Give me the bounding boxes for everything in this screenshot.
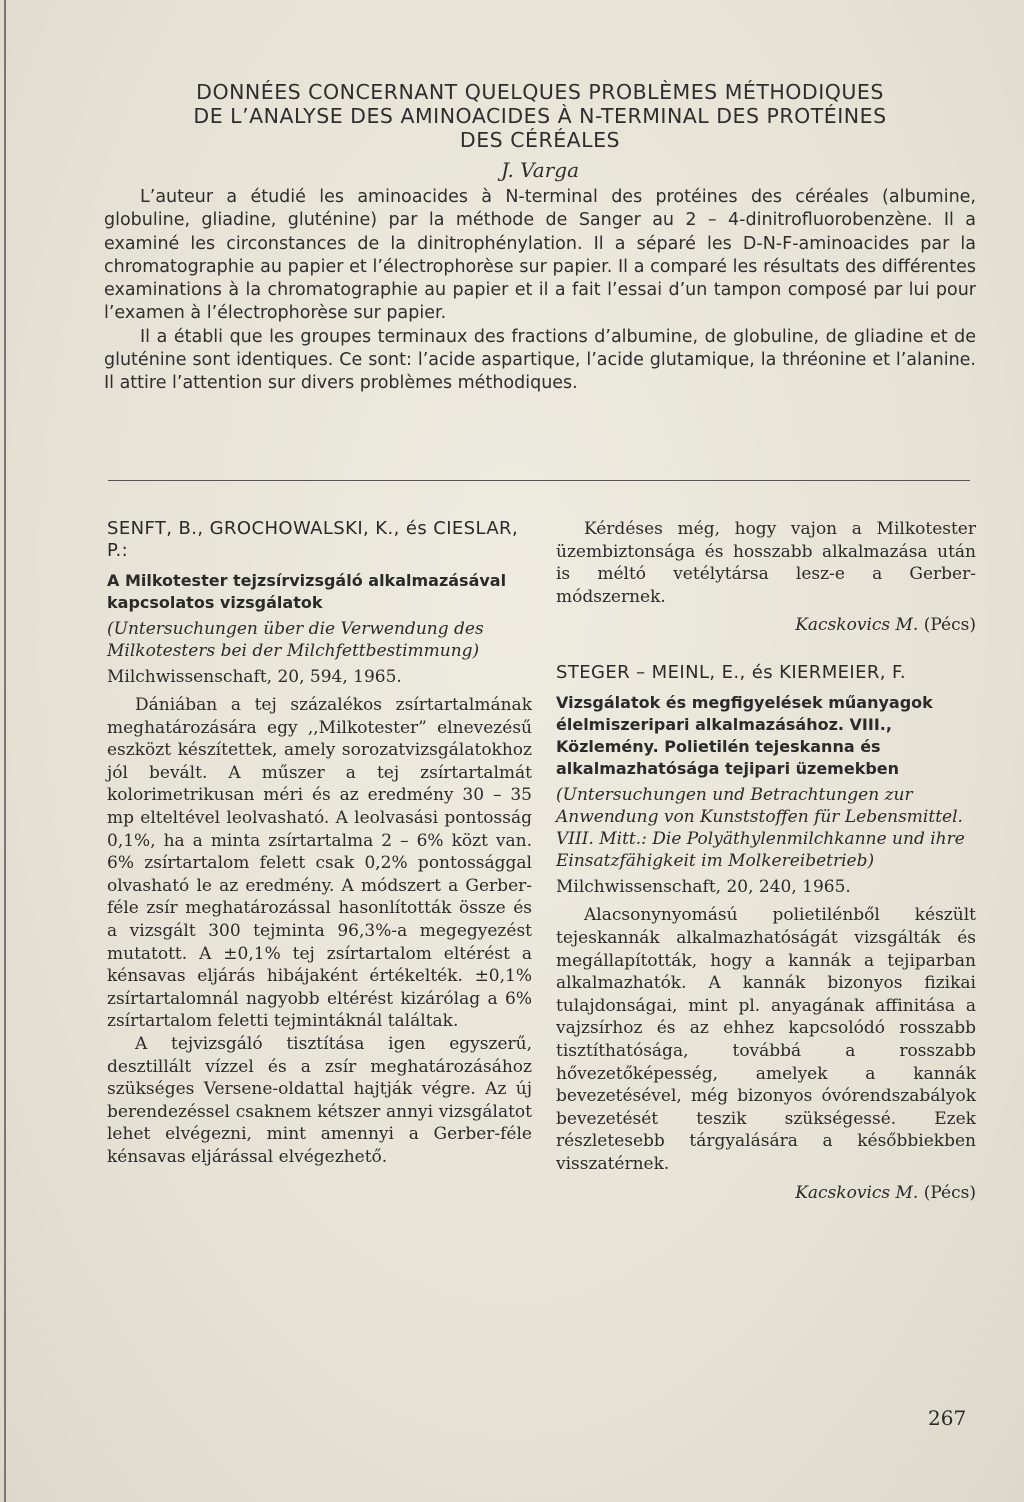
- abstract-paragraph-1: L’auteur a étudié les aminoacides à N-terminal des protéines des céréales (albumine, globuline, gliadine, gluténine) par la méthode de Sanger au 2 – 4-dinitrofluorobenzène. Il a examiné les circonstances de la dinitrophénylation. Il a séparé les D-N-F-aminoacides par la chromatographie au papier et l’électrophorèse sur papier. Il a comparé les résultats des différentes examinations à la chromatographie au papier et il a fait l’essai d’un tampon composé par lui pour l’examen à l’électrophorèse sur papier.: [104, 187, 976, 324]
- page-edge: [4, 0, 6, 1502]
- summary-title-line3: DES CÉRÉALES: [459, 128, 621, 152]
- reviewer-place-1: (Pécs): [923, 615, 976, 636]
- reviewer-place-2: (Pécs): [923, 1182, 976, 1203]
- reviewer-name-2: Kacskovics M.: [795, 1182, 919, 1203]
- review2-source: Milchwissenschaft, 20, 240, 1965.: [556, 877, 851, 898]
- left-column: [107, 518, 532, 1168]
- french-summary: [104, 80, 976, 396]
- summary-abstract: [104, 186, 976, 396]
- review2-authors: STEGER – MEINL, E., és KIERMEIER, F.: [556, 662, 907, 684]
- section-divider: [108, 480, 970, 481]
- reviewer-name-1: Kacskovics M.: [795, 615, 919, 636]
- reviewer-signature-1: [556, 614, 976, 636]
- review2-title: Vizsgálatok és megfigyelések műanyagok élelmiszeripari alkalmazásához. VIII., Közlemény. Polietilén tejeskanna és alkalmazhatósága tejipari üzemekben: [556, 693, 933, 779]
- review-authors: SENFT, B., GROCHOWALSKI, K., és CIESLAR, P.:: [107, 518, 519, 561]
- review-title-german: (Untersuchungen über die Verwendung des Milkotesters bei der Milchfettbestimmung): [107, 619, 484, 661]
- abstract-paragraph-2: Il a établi que les groupes terminaux des fractions d’albumine, de globuline, de gliadine et de gluténine sont identiques. Ce sont: l’acide aspartique, l’acide glutamique, la thréonine et l’alanine. Il attire l’attention sur divers problèmes méthodiques.: [104, 326, 976, 394]
- right-column: [556, 518, 976, 1204]
- review2-paragraph-1: Alacsonynyomású polietilénből készült tejeskannák alkalmazhatóságát vizsgálták és megállapították, hogy a kannák a tejiparban alkalmazhatók. A kannák bizonyos fizikai tulajdonságai, mint pl. anyagának affinitása a vajzsírhoz és az ehhez kapcsolódó rosszabb tisztíthatósága, továbbá a rosszabb hővezetőképesség, amelyek a kannák bevezetésével, még bizonyos óvórendszabályok bevezetését teszik szükségessé. Ezek részletesebb tárgyalására a későbbiekben visszatérnek.: [556, 905, 976, 1174]
- page-number: 267: [928, 1406, 967, 1430]
- review2-title-german: (Untersuchungen und Betrachtungen zur Anwendung von Kunststoffen für Lebensmittel. VIII. Mitt.: Die Polyäthylenmilchkanne und ihre Einsatzfähigkeit im Molkereibetrieb): [556, 785, 965, 872]
- review-paragraph-2: A tejvizsgáló tisztítása igen egyszerű, desztillált vízzel és a zsír meghatározásához szükséges Versene-oldattal hajtják végre. Az új berendezéssel csaknem kétszer annyi vizsgálatot lehet elvégezni, mint amennyi a Gerber-féle kénsavas eljárással elvégezhető.: [107, 1033, 532, 1167]
- review-paragraph-1: Dániában a tej százalékos zsírtartalmának meghatározására egy ,,Milkotester” elnevezésű eszközt készítettek, amely sorozatvizsgálatokhoz jól bevált. A műszer a tej zsírtartalmát kolorimetrikusan méri és az eredmény 30 – 35 mp elteltével leolvasható. A leolvasási pontosság 0,1%, ha a minta zsírtartalma 2 – 6% közt van. 6% zsírtartalom felett csak 0,2% pontossággal olvasható le az eredmény. A módszert a Gerber-féle zsír meghatározással hasonlították össze és a vizsgált 300 tejminta 96,3%-a megegyezést mutatott. A ±0,1% tej zsírtartalom eltérést a kénsavas eljárás hibájaként értékelték. ±0,1% zsírtartalomnál nagyobb eltérést kizárólag a 6% zsírtartalom feletti tejmintáknál találtak.: [107, 695, 532, 1032]
- reviewer-signature-2: [556, 1182, 976, 1204]
- summary-author: J. Varga: [501, 158, 579, 182]
- summary-title-line1: DONNÉES CONCERNANT QUELQUES PROBLÈMES MÉTHODIQUES: [196, 80, 884, 104]
- review-title: A Milkotester tejzsírvizsgáló alkalmazásával kapcsolatos vizsgálatok: [107, 571, 507, 612]
- review-source: Milchwissenschaft, 20, 594, 1965.: [107, 667, 402, 687]
- review-continuation: Kérdéses még, hogy vajon a Milkotester üzembiztonsága és hosszabb alkalmazása után is méltó vetélytársa lesz-e a Gerber-módszernek.: [556, 519, 976, 607]
- summary-title-line2: DE L’ANALYSE DES AMINOACIDES À N-TERMINAL DES PROTÉINES: [193, 104, 887, 128]
